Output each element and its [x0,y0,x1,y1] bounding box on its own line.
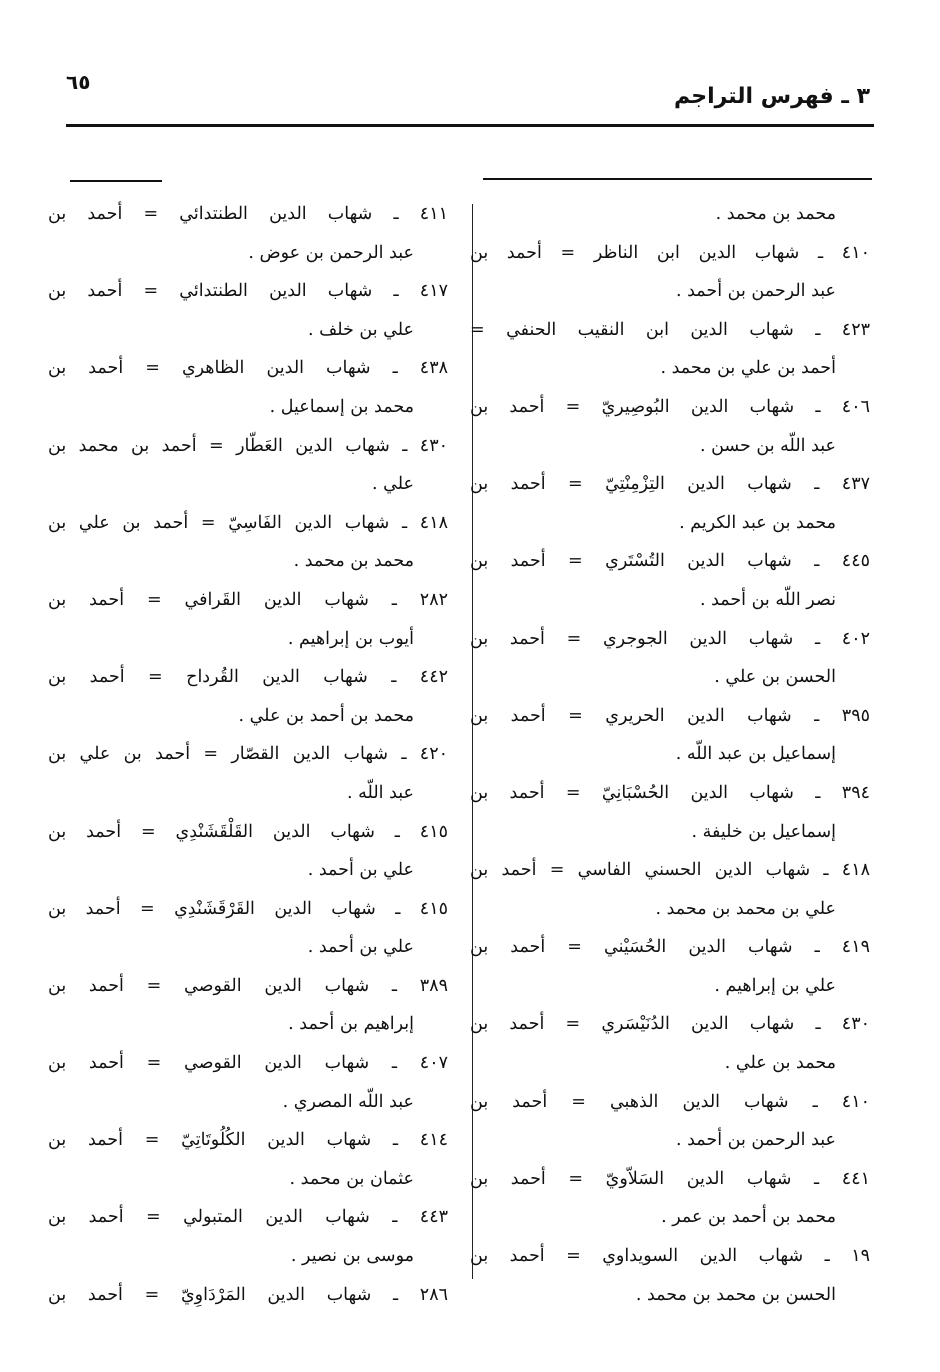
index-entry: ٢٨٦ ـ شهاب الدين المَرْدَاوِيّ = أحمد بن [48,1284,448,1305]
index-entry: ٤١٠ ـ شهاب الدين ابن الناظر = أحمد بن [470,242,870,263]
index-entry-continuation: محمد بن أحمد بن علي . [238,705,414,726]
index-entry-continuation: علي بن أحمد . [307,860,414,881]
index-entry-continuation: علي . [372,474,414,495]
index-entry: ٤١٧ ـ شهاب الدين الطنتدائي = أحمد بن [48,281,448,302]
index-entry: ٤٣٠ ـ شهاب الدين الدُنَيْسَري = أحمد بن [470,1014,870,1035]
index-entry-continuation: علي بن أحمد . [307,937,414,958]
index-entry: ٤٣٠ ـ شهاب الدين العَطّار = أحمد بن محمد بن [48,435,448,456]
running-header-title: ٣ ـ فهرس التراجم [673,84,870,109]
index-entry-continuation: علي بن خلف . [308,319,414,340]
index-entry: ٤١٠ ـ شهاب الدين الذهبي = أحمد بن [470,1091,870,1112]
index-entry-continuation: محمد بن علي . [724,1053,836,1074]
index-entry: ٣٩٤ ـ شهاب الدين الحُسْبَانِيّ = أحمد بن [470,782,870,803]
index-entry: ٤٤٢ ـ شهاب الدين القُرداح = أحمد بن [48,667,448,688]
index-entry: ٤٤٥ ـ شهاب الدين التُسْتَري = أحمد بن [470,551,870,572]
index-entry-continuation: محمد بن عبد الكريم . [679,512,836,533]
index-entry-continuation: إبراهيم بن أحمد . [288,1014,414,1035]
index-entry: ٤٤١ ـ شهاب الدين السَلاّويّ = أحمد بن [470,1168,870,1189]
index-entry: ٤٠٧ ـ شهاب الدين القوصي = أحمد بن [48,1053,448,1074]
index-entry: ٤٣٧ ـ شهاب الدين التِزْمِنْتِيّ = أحمد بن [470,474,870,495]
index-entry: ٤٤٣ ـ شهاب الدين المتبولي = أحمد بن [48,1207,448,1228]
index-entry-continuation: موسى بن نصير . [290,1246,414,1267]
index-entry-continuation: عبد اللّه بن حسن . [699,435,836,456]
index-entry-continuation: علي بن محمد بن محمد . [655,898,836,919]
index-entry-continuation: أحمد بن علي بن محمد . [660,358,836,379]
page-number: ٦٥ [66,70,91,94]
index-entry-continuation: الحسن بن علي . [714,667,836,688]
index-entry: ٤٠٢ ـ شهاب الدين الجوجري = أحمد بن [470,628,870,649]
index-entry: ٢٨٢ ـ شهاب الدين القَرافي = أحمد بن [48,589,448,610]
index-entry: ٤١٩ ـ شهاب الدين الحُسَيْني = أحمد بن [470,937,870,958]
index-entry-continuation: علي بن إبراهيم . [714,975,836,996]
index-entry: ٤٣٨ ـ شهاب الدين الظاهري = أحمد بن [48,358,448,379]
index-entry-continuation: عثمان بن محمد . [289,1168,414,1189]
index-entry-continuation: محمد بن محمد . [293,551,414,572]
index-entry-continuation: نصر اللّه بن أحمد . [699,589,836,610]
index-entry: ٤١٥ ـ شهاب الدين القَلْقَشَنْدِي = أحمد بن [48,821,448,842]
index-entry: ١٩ ـ شهاب الدين السويداوي = أحمد بن [470,1246,870,1267]
index-entry-continuation: عبد الرحمن بن أحمد . [675,1130,836,1151]
index-entry-continuation: إسماعيل بن عبد اللّه . [675,744,836,765]
index-entry: ٣٨٩ ـ شهاب الدين القوصي = أحمد بن [48,975,448,996]
index-entry-continuation: عبد الرحمن بن أحمد . [675,281,836,302]
index-entry: ٤٠٦ ـ شهاب الدين البُوصِيريّ = أحمد بن [470,396,870,417]
right-column-index-list [470,195,870,1314]
index-entry: ٤١٤ ـ شهاب الدين الكُلُوتَاتِيّ = أحمد بن [48,1130,448,1151]
index-entry-continuation: الحسن بن محمد بن محمد . [635,1284,836,1305]
index-entry-continuation: محمد بن إسماعيل . [269,396,414,417]
index-entry-continuation: إسماعيل بن خليفة . [691,821,836,842]
index-entry-continuation: محمد بن محمد . [715,204,836,224]
index-entry-continuation: أيوب بن إبراهيم . [287,628,414,649]
index-entry: ٤٢٠ ـ شهاب الدين القصّار = أحمد بن علي بن [48,744,448,765]
right-column-top-rule [483,178,872,180]
index-entry-continuation: عبد اللّه المصري . [282,1091,414,1112]
index-entry-continuation: عبد الرحمن بن عوض . [248,242,414,263]
index-entry: ٤١٨ ـ شهاب الدين الحسني الفاسي = أحمد بن [470,860,870,881]
index-entry: ٤١٥ ـ شهاب الدين القَرْقَشَنْدِي = أحمد بن [48,898,448,919]
index-entry-continuation: محمد بن أحمد بن عمر . [661,1207,836,1228]
index-entry: ٤٢٣ ـ شهاب الدين ابن النقيب الحنفي = [470,319,870,340]
left-column-index-list [48,195,448,1314]
header-rule [66,124,874,127]
left-column-top-rule [70,180,162,182]
index-entry: ٣٩٥ ـ شهاب الدين الحريري = أحمد بن [470,705,870,726]
index-entry: ٤١١ ـ شهاب الدين الطنتدائي = أحمد بن [48,204,448,224]
index-entry-continuation: عبد اللّه . [347,782,414,803]
index-entry: ٤١٨ ـ شهاب الدين الفَاسِيّ = أحمد بن علي بن [48,512,448,533]
